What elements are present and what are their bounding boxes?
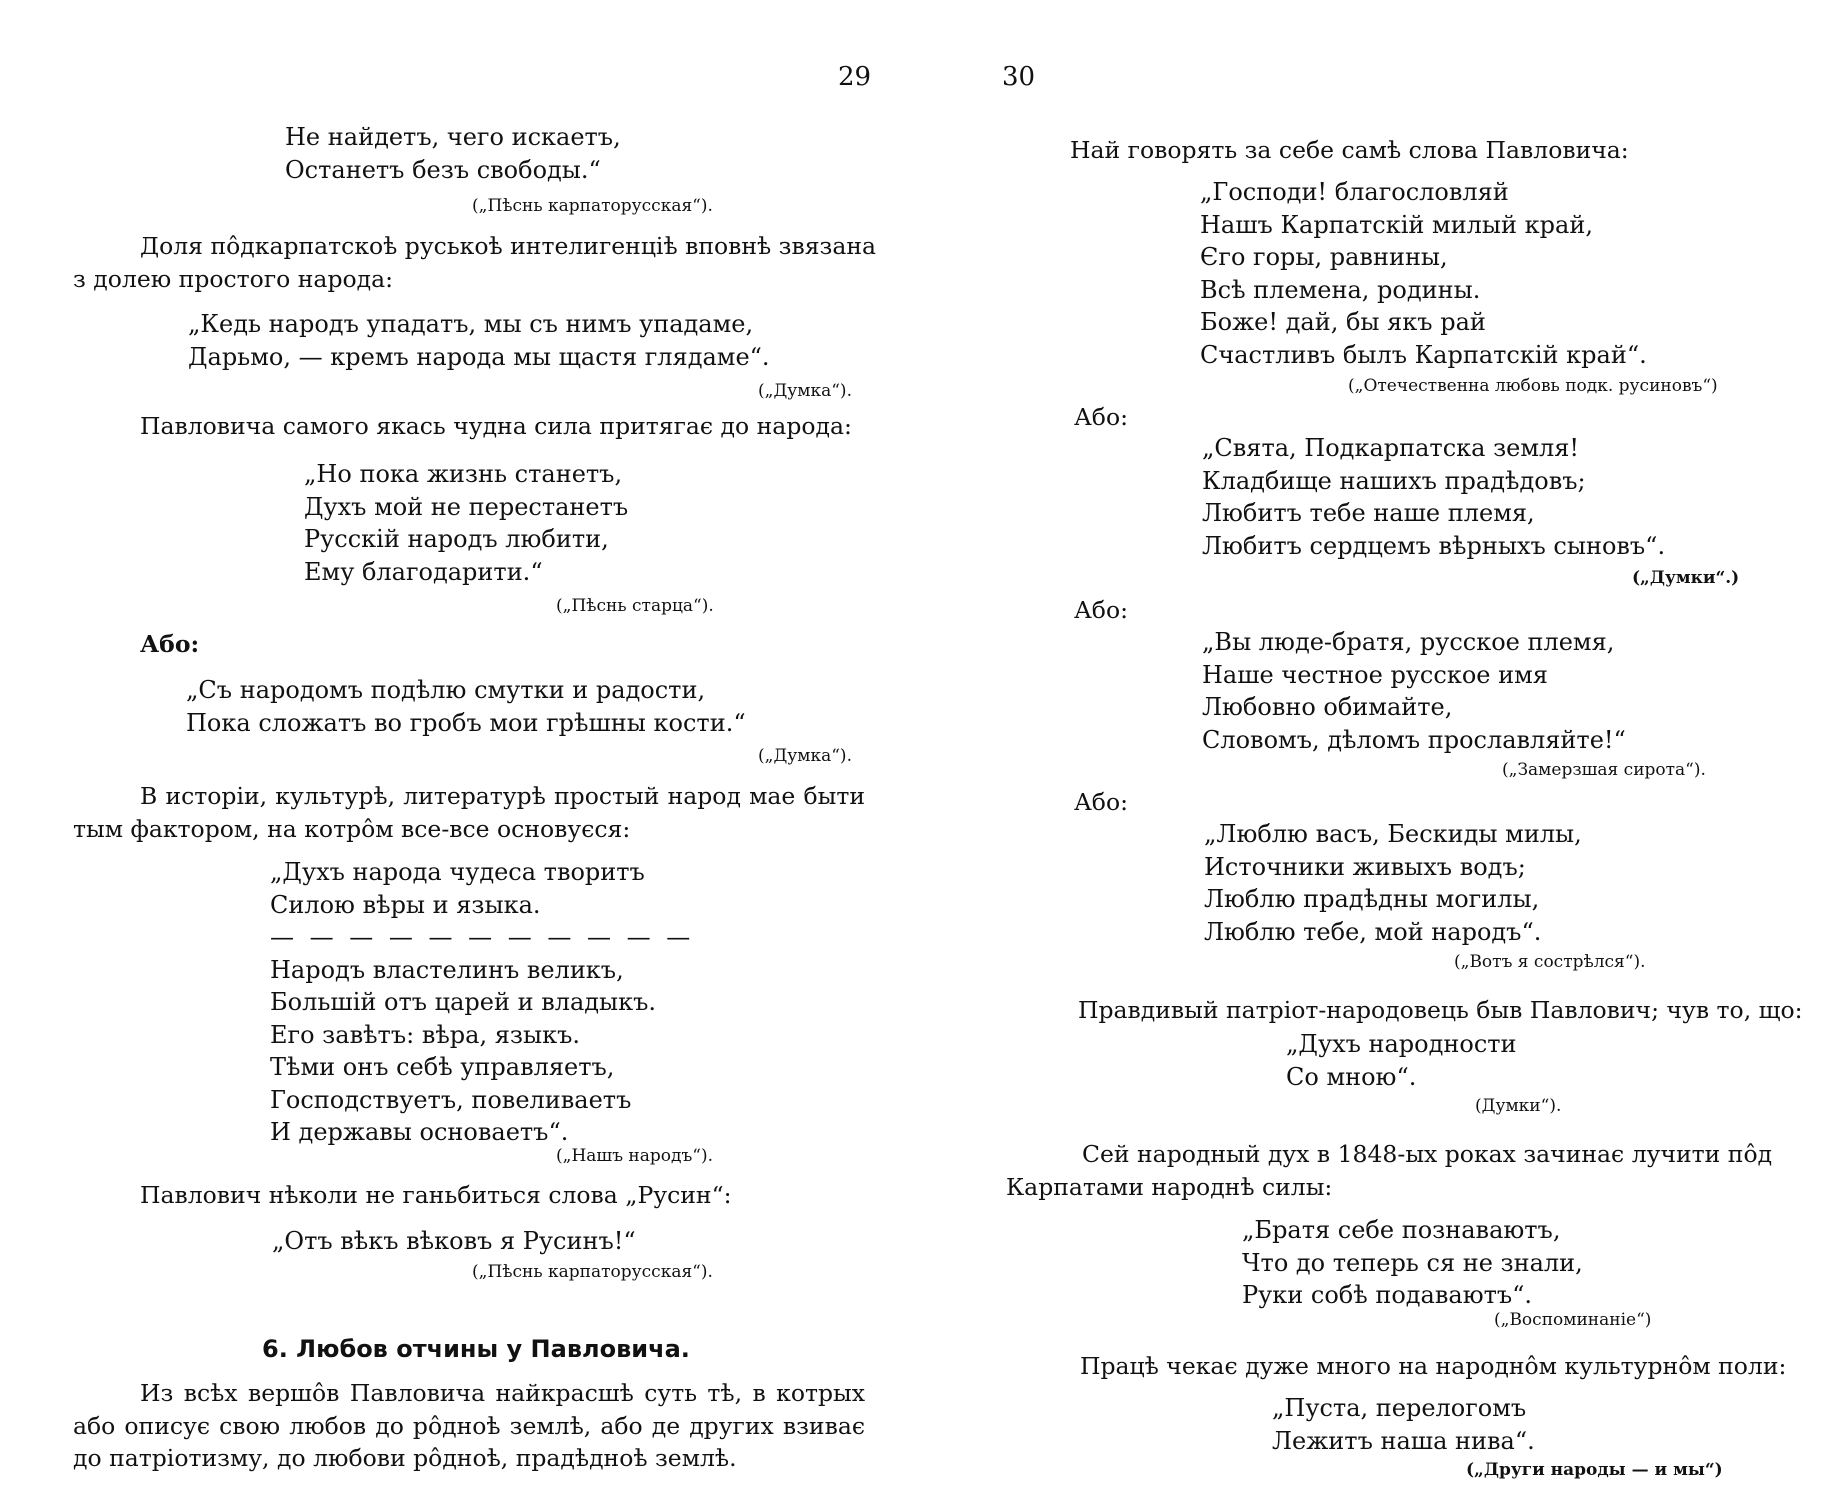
verse-line: „Люблю васъ, Бескиды милы, [1204, 820, 1582, 848]
verse-quote [1204, 818, 1582, 948]
verse-quote [270, 856, 694, 1149]
paragraph: Павловича самого якась чудна сила притягає до народа: [140, 412, 852, 440]
paragraph-line: з долею простого народа: [73, 264, 394, 293]
verse-line: Не найдетъ, чего искаетъ, [285, 123, 621, 151]
verse-line: „Но пока жизнь станетъ, [304, 460, 623, 488]
abo-label: Або: [1074, 788, 1129, 816]
verse-line: Источники живыхъ водъ; [1204, 852, 1526, 881]
quote-source: (Думки“). [1475, 1096, 1562, 1116]
verse-line: Счастливъ былъ Карпатскій край“. [1200, 340, 1647, 369]
verse-line: Словомъ, дѣломъ прославляйте!“ [1202, 725, 1626, 754]
paragraph-line: В исторіи, культурѣ, литературѣ простый народ мае быти [140, 782, 865, 810]
verse-line: „Братя себе познаваютъ, [1242, 1216, 1561, 1244]
verse-line: Что до теперь ся не знали, [1242, 1248, 1583, 1277]
quote-source: („Думки“.) [1632, 568, 1740, 588]
verse-line: Останетъ безъ свободы.“ [285, 155, 601, 184]
paragraph-line: Карпатами народнѣ силы: [1006, 1172, 1333, 1201]
quote-source: („Пѣснь карпаторусская“). [472, 1262, 713, 1282]
verse-line: Наше честное русское имя [1202, 660, 1548, 689]
abo-label: Або: [1074, 596, 1129, 624]
paragraph [1006, 1138, 1773, 1203]
quote-source: („Нашъ народъ“). [556, 1146, 714, 1166]
verse-line: „Пуста, перелогомъ [1272, 1394, 1527, 1422]
verse-quote [186, 674, 746, 739]
right-page [922, 0, 1844, 1500]
quote-source: („Други народы — и мы“) [1466, 1460, 1723, 1480]
verse-line: Дарьмо, — кремъ народа мы щастя глядаме“. [188, 342, 770, 371]
verse-separator: — — — — — — — — — — — [270, 923, 695, 951]
quote-source: („Отечественна любовь подк. русиновъ“) [1348, 376, 1718, 396]
quote-source: („Думка“). [758, 381, 852, 401]
quote-source: („Воспоминаніе“) [1494, 1310, 1652, 1330]
verse-line: Со мною“. [1286, 1062, 1417, 1091]
verse-line: Тѣми онъ себѣ управляетъ, [270, 1053, 615, 1081]
quote-source: („Пѣснь старца“). [556, 596, 714, 616]
verse-quote [304, 458, 628, 588]
verse-line: Господствуетъ, повеливаетъ [270, 1085, 632, 1114]
abo-label: Або: [1074, 403, 1129, 431]
verse-line: Русскій народъ любити, [304, 525, 609, 553]
verse-quote [1202, 626, 1626, 756]
verse-line: „Кедь народъ упадатъ, мы съ нимъ упадаме, [188, 310, 754, 338]
quote-source: („Замерзшая сирота“). [1502, 760, 1706, 780]
verse-quote [272, 1225, 636, 1258]
section-heading: 6. Любов отчины у Павловича. [262, 1335, 690, 1363]
verse-line: Нашъ Карпатскій милый край, [1200, 210, 1593, 239]
paragraph-line: або описує свою любов до рôдноѣ землѣ, або де других взиває [73, 1411, 865, 1440]
verse-line: Кладбище нашихъ прадѣдовъ; [1202, 466, 1586, 495]
paragraph [73, 230, 877, 295]
verse-line: Любовно обимайте, [1202, 693, 1453, 721]
verse-line: Народъ властелинъ великъ, [270, 955, 624, 984]
verse-line: Боже! дай, бы якъ рай [1200, 308, 1486, 336]
verse-line: Ему благодарити.“ [304, 557, 543, 586]
paragraph: Працѣ чекає дуже много на народнôм культурнôм поли: [1080, 1352, 1787, 1380]
verse-quote [1286, 1028, 1517, 1093]
verse-line: Большій отъ царей и владыкъ. [270, 988, 657, 1016]
page-number: 30 [1002, 62, 1036, 92]
paragraph [73, 780, 865, 845]
verse-line: Руки собѣ подаваютъ“. [1242, 1281, 1533, 1309]
paragraph-line: тым фактором, на котрôм все-все основуєся: [73, 814, 631, 843]
paragraph: Правдивый патріот-народовець быв Павлович; чув то, що: [1078, 996, 1803, 1024]
verse-quote [1242, 1214, 1583, 1312]
verse-quote [1202, 432, 1665, 562]
verse-quote [1200, 176, 1647, 371]
verse-quote [1272, 1392, 1535, 1457]
paragraph-line: Доля пôдкарпатскоѣ руськоѣ интелигенціѣ вповнѣ звязана [140, 232, 877, 260]
paragraph-line: Из всѣх вершôв Павловича найкрасшѣ суть тѣ, в котрых [140, 1379, 865, 1407]
verse-line: Люблю прадѣдны могилы, [1204, 885, 1540, 913]
verse-line: Всѣ племена, родины. [1200, 275, 1481, 304]
quote-source: („Пѣснь карпаторусская“). [472, 196, 713, 216]
paragraph-line: Сей народный дух в 1848-ых роках зачинає лучити пôд [1082, 1140, 1773, 1168]
verse-line: „Свята, Подкарпатска земля! [1202, 434, 1580, 462]
verse-line: Люблю тебе, мой народъ“. [1204, 917, 1542, 946]
verse-line: „Духъ народности [1286, 1030, 1517, 1058]
verse-line: Силою вѣры и языка. [270, 890, 541, 919]
paragraph: Павлович нѣколи не ганьбиться слова „Русин“: [140, 1181, 732, 1209]
verse-line: Любитъ тебе наше племя, [1202, 499, 1535, 527]
verse-line: Духъ мой не перестанетъ [304, 492, 629, 521]
verse-line: Єго горы, равнины, [1200, 243, 1448, 271]
verse-line: Лежитъ наша нива“. [1272, 1426, 1535, 1455]
verse-quote [188, 308, 770, 373]
verse-line: Его завѣтъ: вѣра, языкъ. [270, 1020, 580, 1049]
page-number: 29 [838, 62, 872, 92]
verse-line: Пока сложатъ во гробъ мои грѣшны кости.“ [186, 708, 746, 737]
verse-line: И державы основаетъ“. [270, 1118, 569, 1146]
verse-line: „Отъ вѣкъ вѣковъ я Русинъ!“ [272, 1227, 636, 1255]
paragraph: Най говорять за себе самѣ слова Павловича: [1070, 136, 1629, 164]
quote-source: („Вотъ я сострѣлся“). [1454, 952, 1646, 972]
verse-line: „Духъ народа чудеса творитъ [270, 858, 645, 886]
verse-line: „Съ народомъ подѣлю смутки и радости, [186, 676, 706, 704]
abo-label: Або: [140, 630, 200, 658]
verse-line: Любитъ сердцемъ вѣрныхъ сыновъ“. [1202, 531, 1666, 560]
verse-line: „Господи! благословляй [1200, 178, 1509, 206]
verse-line: „Вы люде-братя, русское племя, [1202, 628, 1615, 656]
verse-quote [285, 121, 621, 186]
quote-source: („Думка“). [758, 746, 852, 766]
paragraph-line: до патріотизму, до любови рôдноѣ, прадѣдноѣ землѣ. [73, 1444, 737, 1472]
paragraph [73, 1377, 865, 1475]
